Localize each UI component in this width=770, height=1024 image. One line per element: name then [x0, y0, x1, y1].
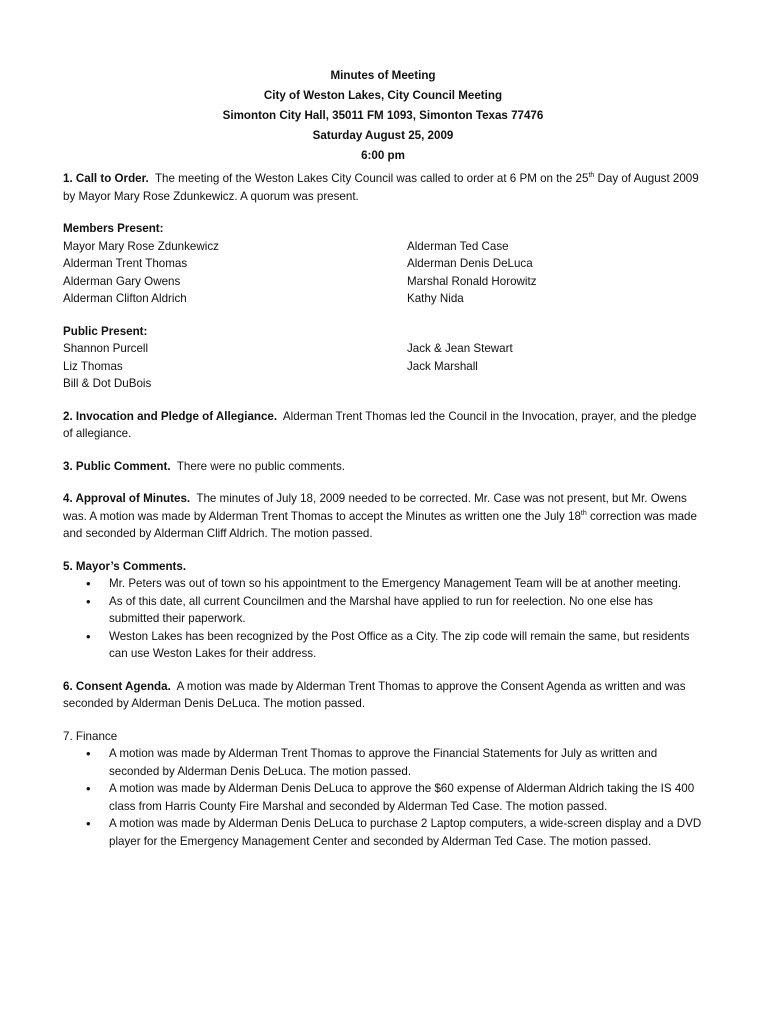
list-item: • A motion was made by Alderman Denis DeLuca to purchase 2 Laptop computers, a wide-screen display and a DVD player for the Emergency Management Center and seconded by Alderman Ted Case. The motion passed. [63, 815, 703, 850]
header-location: Simonton City Hall, 35011 FM 1093, Simonton Texas 77476 [222, 109, 544, 122]
list-item: Shannon Purcell [63, 342, 149, 355]
list-item: • Weston Lakes has been recognized by the Post Office as a City. The zip code will remain the same, but residents can use Weston Lakes for their address. [63, 628, 703, 663]
list-item: • Mr. Peters was out of town so his appointment to the Emergency Management Team will be at another meeting. [63, 575, 703, 593]
list-item: • A motion was made by Alderman Trent Thomas to approve the Financial Statements for July as written and seconded by Alderman Denis DeLuca. The motion passed. [63, 745, 703, 780]
section-approval-of-minutes [63, 490, 703, 543]
section-consent-agenda [63, 678, 703, 713]
section-title: 1. Call to Order. [63, 172, 149, 185]
section-title: 2. Invocation and Pledge of Allegiance. [63, 409, 278, 423]
list-item: Jack & Jean Stewart [407, 342, 513, 355]
section-text: The meeting of the Weston Lakes City Council was called to order at 6 PM on the 25 [154, 172, 589, 185]
section-finance [63, 728, 703, 851]
list-item: • A motion was made by Alderman Denis DeLuca to approve the $60 expense of Alderman Aldrich taking the IS 400 class from Harris County Fire Marshal and seconded by Alderman Ted Case. The motion passed. [63, 780, 703, 815]
header-meeting: City of Weston Lakes, City Council Meeting [263, 89, 503, 102]
list-item: Alderman Gary Owens [63, 274, 181, 288]
public-right-column [407, 340, 703, 393]
section-title: Members Present: [63, 222, 164, 235]
bullet-list [63, 745, 703, 850]
bullet-list [63, 575, 703, 663]
list-item: Alderman Ted Case [407, 239, 509, 253]
list-item: • As of this date, all current Councilmen and the Marshal have applied to run for reelection. No one else has submitted their paperwork. [63, 593, 703, 628]
section-text: A motion was made by Alderman Trent Thomas to approve the Consent Agenda as written and was seconded by Alderman Denis DeLuca. The motion passed. [63, 679, 686, 710]
section-text: The minutes of July 18, 2009 needed to be corrected. Mr. Case was not present, but Mr. Owens was. A motion was made by Alderman Trent Thomas to accept the Minutes as written one the July 18 [63, 492, 687, 523]
section-text: Alderman Trent Thomas led the Council in the Invocation, prayer, and the pledge of allegiance. [63, 409, 697, 440]
members-left-column [63, 238, 407, 308]
members-right-column [407, 238, 703, 308]
list-item: Alderman Trent Thomas [63, 257, 188, 270]
public-left-column [63, 340, 407, 393]
document-page [63, 66, 703, 850]
section-title: 4. Approval of Minutes. [63, 492, 191, 505]
section-title: 6. Consent Agenda. [63, 679, 171, 693]
section-text: Day of August 2009 by Mayor Mary Rose Zdunkewicz. A quorum was present. [63, 172, 699, 203]
section-title: 3. Public Comment. [63, 459, 171, 473]
list-item: Marshal Ronald Horowitz [407, 274, 537, 288]
list-item: Alderman Denis DeLuca [407, 257, 533, 270]
section-text: correction was made and seconded by Alderman Cliff Aldrich. The motion passed. [63, 509, 697, 540]
header-time: 6:00 pm [361, 149, 405, 162]
section-invocation [63, 408, 703, 443]
section-title: Public Present: [63, 324, 148, 338]
list-item: Kathy Nida [407, 292, 464, 305]
list-item: Bill & Dot DuBois [63, 377, 152, 390]
section-text: There were no public comments. [176, 459, 346, 473]
section-public-present [63, 323, 703, 393]
document-header [63, 66, 703, 166]
list-item: Liz Thomas [63, 359, 123, 373]
section-public-comment [63, 458, 703, 476]
section-mayors-comments [63, 558, 703, 663]
superscript: th [580, 509, 587, 517]
superscript: th [588, 172, 595, 180]
header-date: Saturday August 25, 2009 [312, 129, 454, 142]
list-item: Mayor Mary Rose Zdunkewicz [63, 239, 219, 253]
list-item: Alderman Clifton Aldrich [63, 292, 187, 305]
list-item: Jack Marshall [407, 359, 478, 373]
section-members-present [63, 220, 703, 308]
section-call-to-order [63, 170, 703, 205]
section-title: 7. Finance [63, 729, 118, 743]
header-title: Minutes of Meeting [330, 69, 436, 82]
section-title: 5. Mayor’s Comments. [63, 559, 187, 573]
